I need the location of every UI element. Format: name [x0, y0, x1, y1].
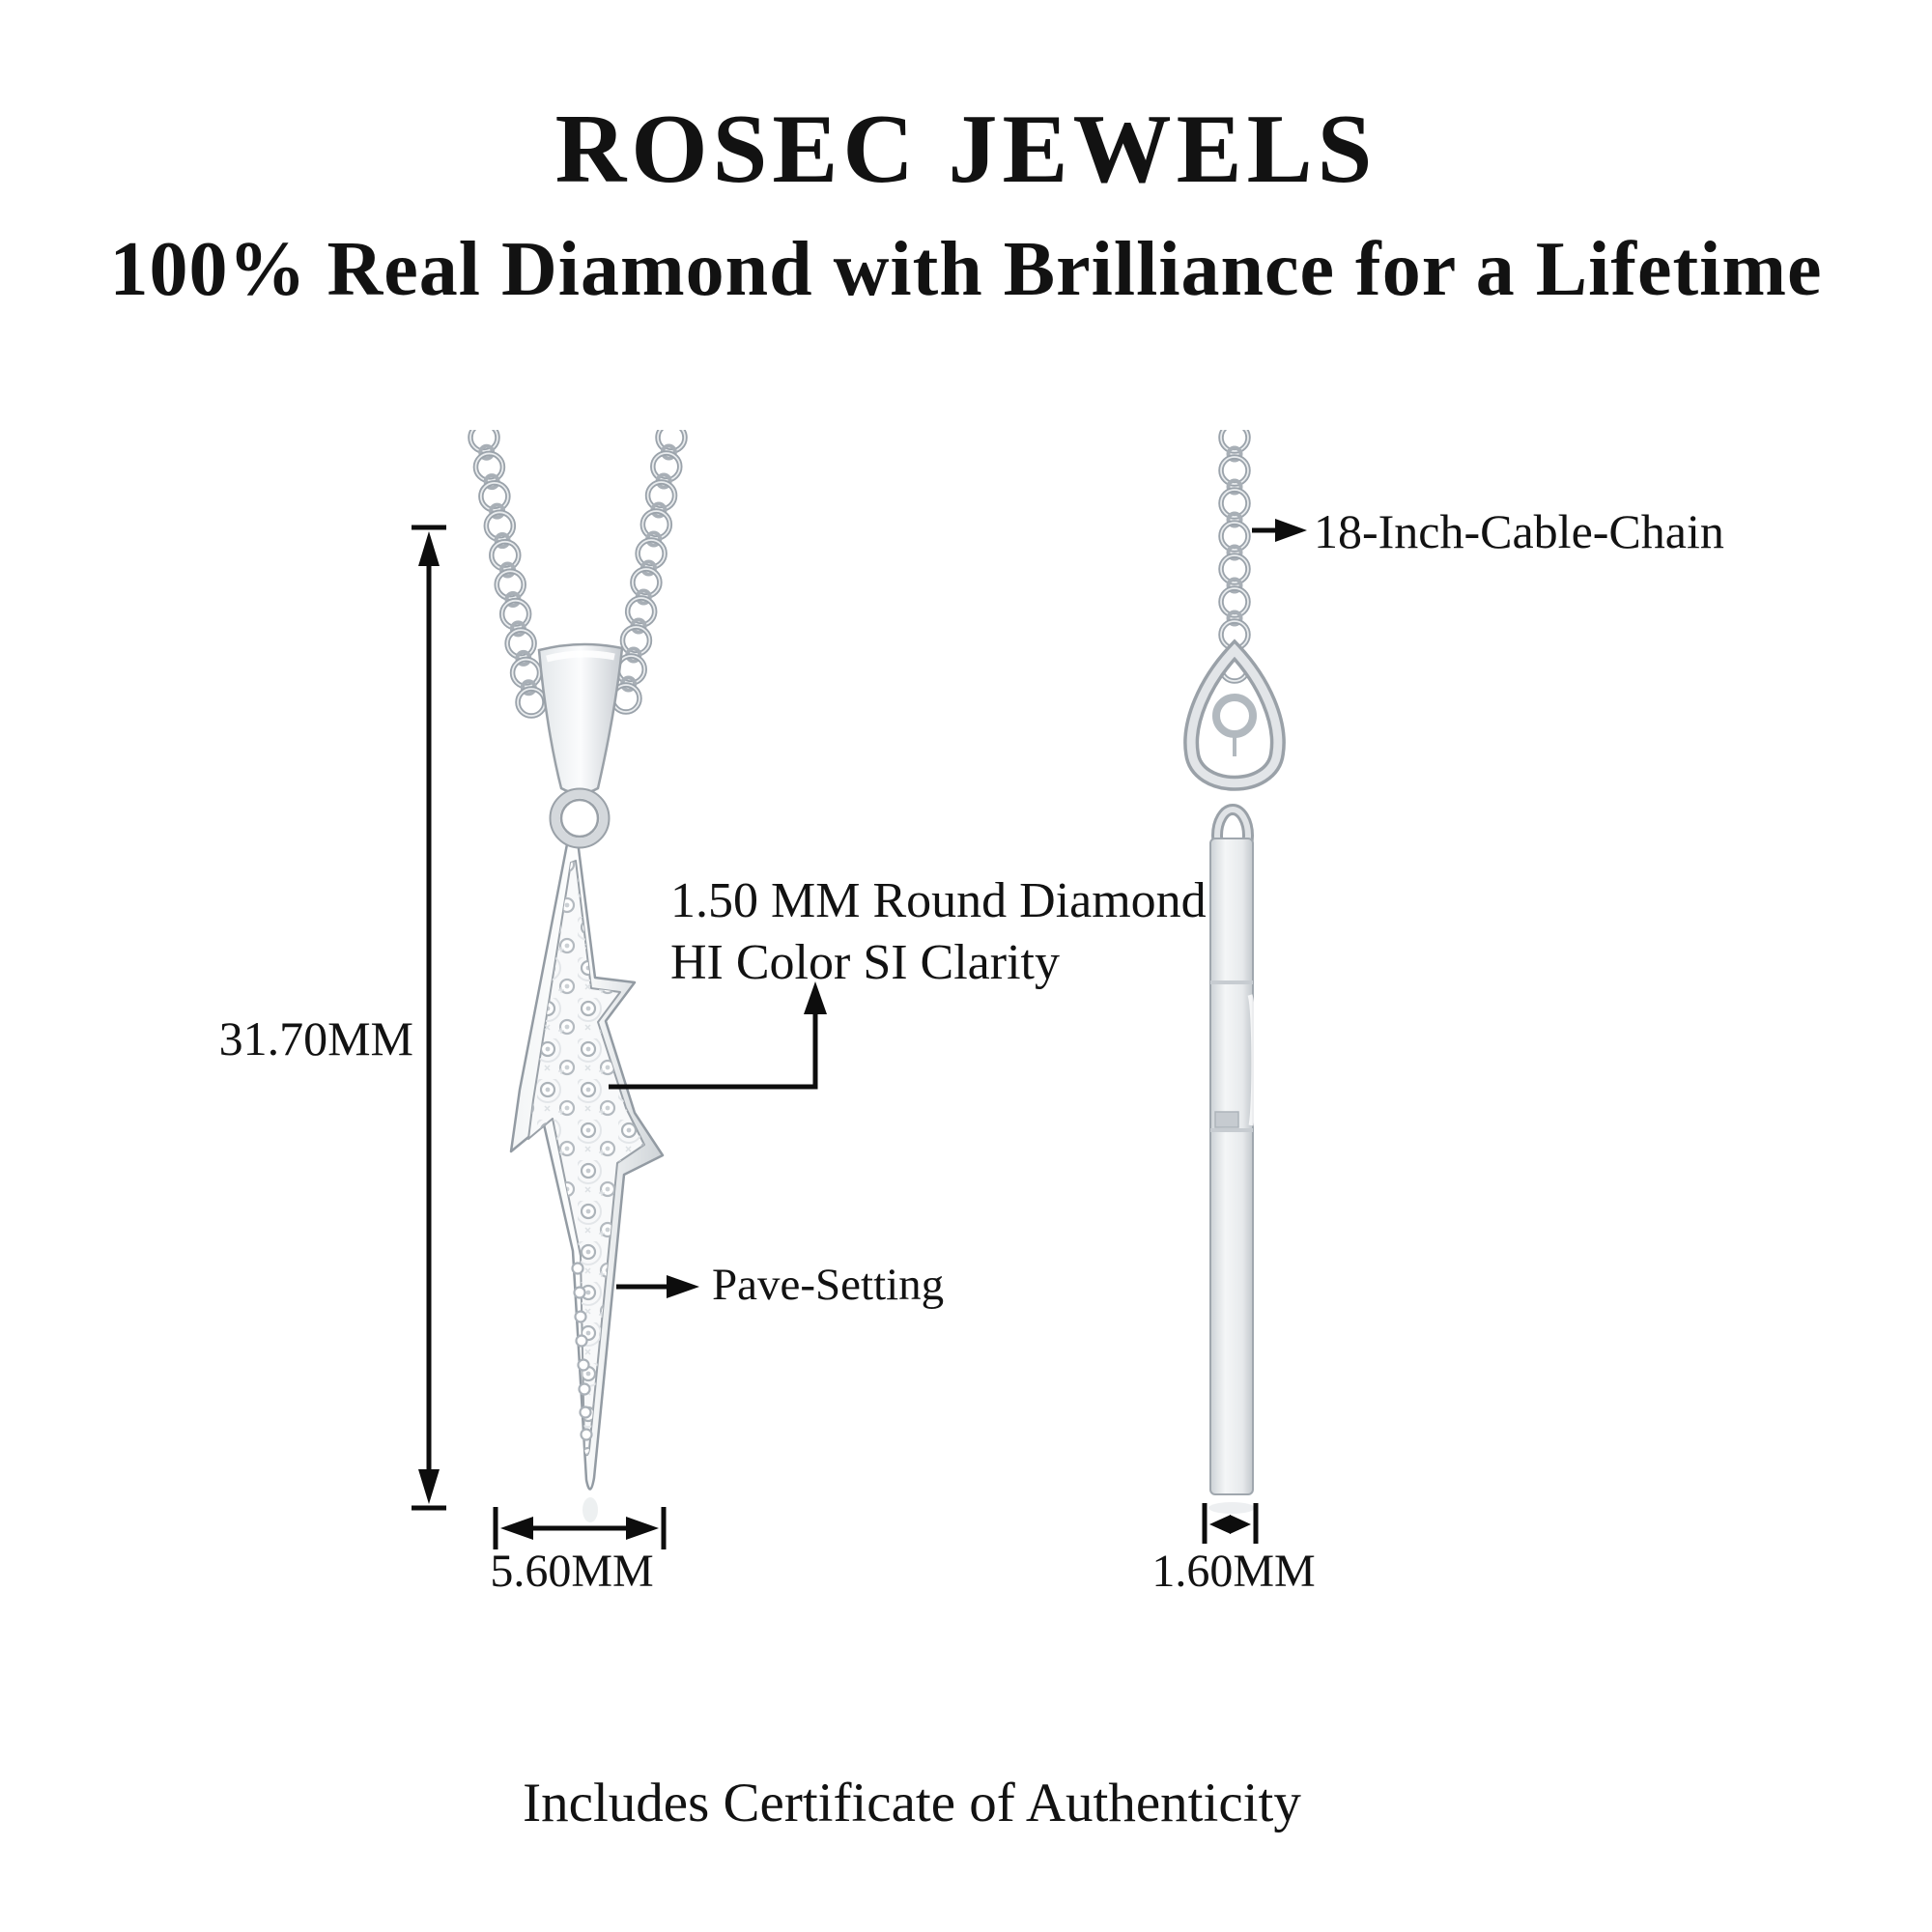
brand-tagline: 100% Real Diamond with Brilliance for a Lifetime [109, 227, 1823, 312]
height-dimension-label: 31.70MM [218, 1011, 413, 1065]
diamond-spec-line2: HI Color SI Clarity [670, 935, 1060, 990]
brand-title: ROSEC JEWELS [554, 95, 1378, 204]
pave-setting-arrow [616, 1275, 699, 1298]
thickness-dimension-line [1205, 1503, 1256, 1544]
cable-chain-label: 18-Inch-Cable-Chain [1314, 504, 1724, 558]
certificate-note: Includes Certificate of Authenticity [523, 1773, 1301, 1833]
width-dimension-line [496, 1507, 664, 1549]
pave-setting-label: Pave-Setting [712, 1260, 945, 1310]
diamond-spec-label [670, 870, 1207, 994]
thickness-dimension-label: 1.60MM [1151, 1546, 1316, 1597]
diamond-spec-line1: 1.50 MM Round Diamond [670, 873, 1207, 928]
diamond-annotation-arrow [609, 981, 827, 1087]
width-dimension-label: 5.60MM [490, 1546, 654, 1597]
height-dimension-line [412, 527, 446, 1508]
cable-chain-arrow [1252, 519, 1307, 542]
